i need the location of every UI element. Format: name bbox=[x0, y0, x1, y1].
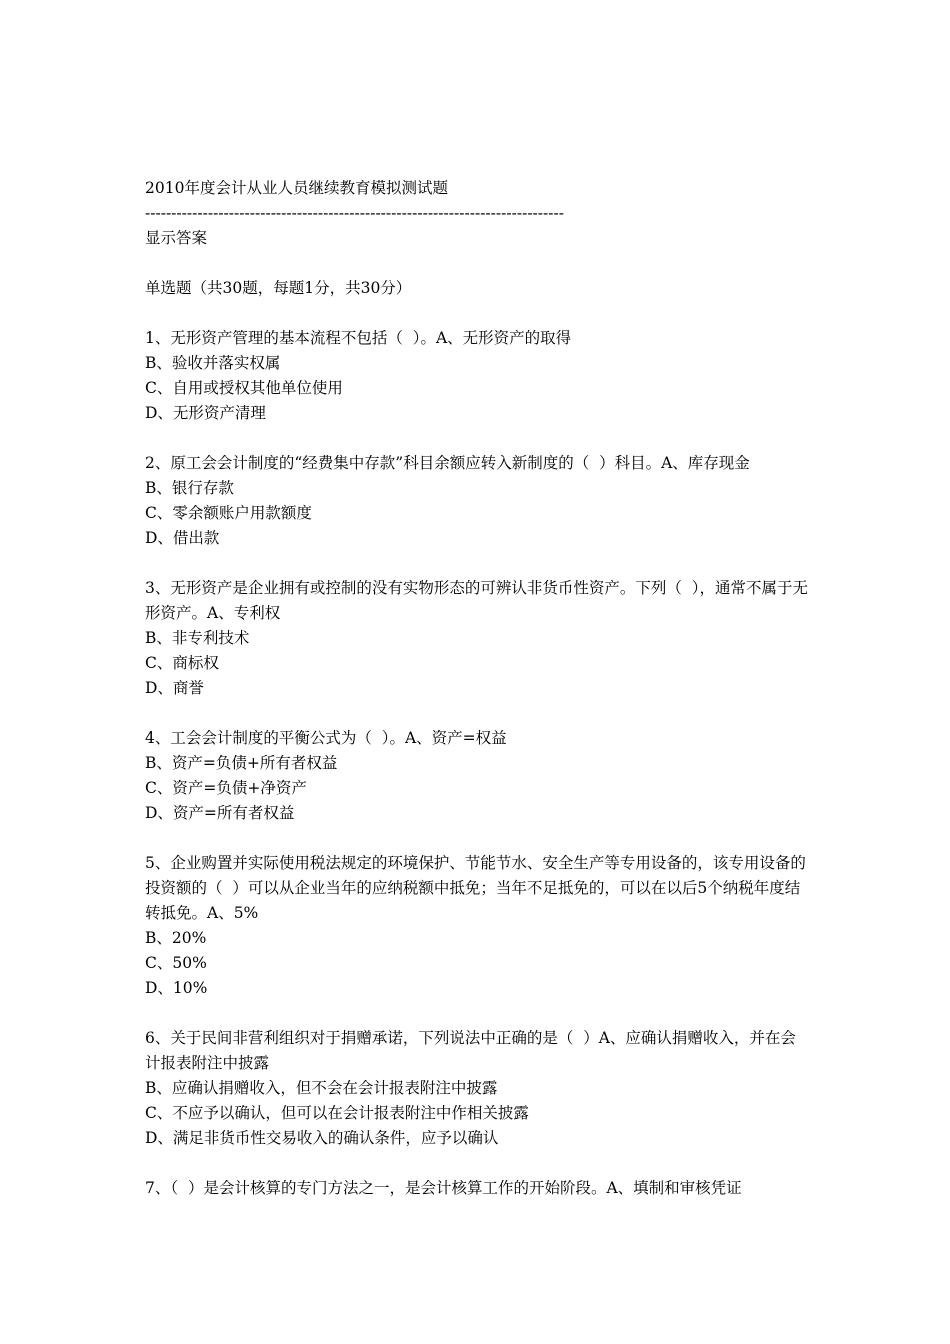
option-d: D、无形资产清理 bbox=[145, 404, 266, 422]
option-b: B、20% bbox=[145, 929, 207, 947]
question-3 bbox=[145, 576, 810, 701]
question-stem: 2、原工会会计制度的“经费集中存款”科目余额应转入新制度的（ ）科目。A、库存现金 bbox=[145, 454, 750, 472]
question-stem: 7、（ ）是会计核算的专门方法之一，是会计核算工作的开始阶段。A、填制和审核凭证 bbox=[145, 1179, 742, 1197]
option-d: D、资产=所有者权益 bbox=[145, 804, 295, 822]
option-d: D、借出款 bbox=[145, 529, 220, 547]
question-4 bbox=[145, 726, 810, 826]
option-c: C、资产=负债+净资产 bbox=[145, 779, 307, 797]
spacer bbox=[145, 301, 810, 326]
option-b: B、应确认捐赠收入，但不会在会计报表附注中披露 bbox=[145, 1079, 498, 1097]
option-b: B、银行存款 bbox=[145, 479, 234, 497]
question-stem: 4、工会会计制度的平衡公式为（ ）。A、资产=权益 bbox=[145, 729, 507, 747]
question-stem: 5、企业购置并实际使用税法规定的环境保护、节能节水、安全生产等专用设备的，该专用设备的投资额的（ ）可以从企业当年的应纳税额中抵免；当年不足抵免的，可以在以后5个纳税年度结转抵免。A、5% bbox=[145, 854, 806, 922]
question-2 bbox=[145, 451, 810, 551]
question-stem: 6、关于民间非营利组织对于捐赠承诺，下列说法中正确的是（ ）A、应确认捐赠收入，并在会计报表附注中披露 bbox=[145, 1029, 796, 1072]
question-1 bbox=[145, 326, 810, 426]
option-c: C、自用或授权其他单位使用 bbox=[145, 379, 343, 397]
option-b: B、验收并落实权属 bbox=[145, 354, 281, 372]
question-5 bbox=[145, 851, 810, 1001]
show-answer-link[interactable]: 显示答案 bbox=[145, 229, 208, 247]
section-header: 单选题（共30题，每题1分，共30分） bbox=[145, 279, 412, 297]
option-d: D、10% bbox=[145, 979, 208, 997]
spacer bbox=[145, 251, 810, 276]
divider-line: -------------------------------------------------------------------------------- bbox=[145, 204, 564, 222]
option-b: B、非专利技术 bbox=[145, 629, 250, 647]
option-c: C、50% bbox=[145, 954, 207, 972]
question-stem: 3、无形资产是企业拥有或控制的没有实物形态的可辨认非货币性资产。下列（ ），通常不属于无形资产。A、专利权 bbox=[145, 579, 808, 622]
question-7 bbox=[145, 1176, 810, 1201]
option-d: D、商誉 bbox=[145, 679, 204, 697]
option-d: D、满足非货币性交易收入的确认条件，应予以确认 bbox=[145, 1129, 499, 1147]
option-b: B、资产=负债+所有者权益 bbox=[145, 754, 338, 772]
option-c: C、零余额账户用款额度 bbox=[145, 504, 312, 522]
document-page bbox=[145, 176, 810, 1201]
option-c: C、商标权 bbox=[145, 654, 219, 672]
question-stem: 1、无形资产管理的基本流程不包括（ ）。A、无形资产的取得 bbox=[145, 329, 572, 347]
document-title: 2010年度会计从业人员继续教育模拟测试题 bbox=[145, 179, 448, 197]
option-c: C、不应予以确认，但可以在会计报表附注中作相关披露 bbox=[145, 1104, 529, 1122]
question-6 bbox=[145, 1026, 810, 1151]
